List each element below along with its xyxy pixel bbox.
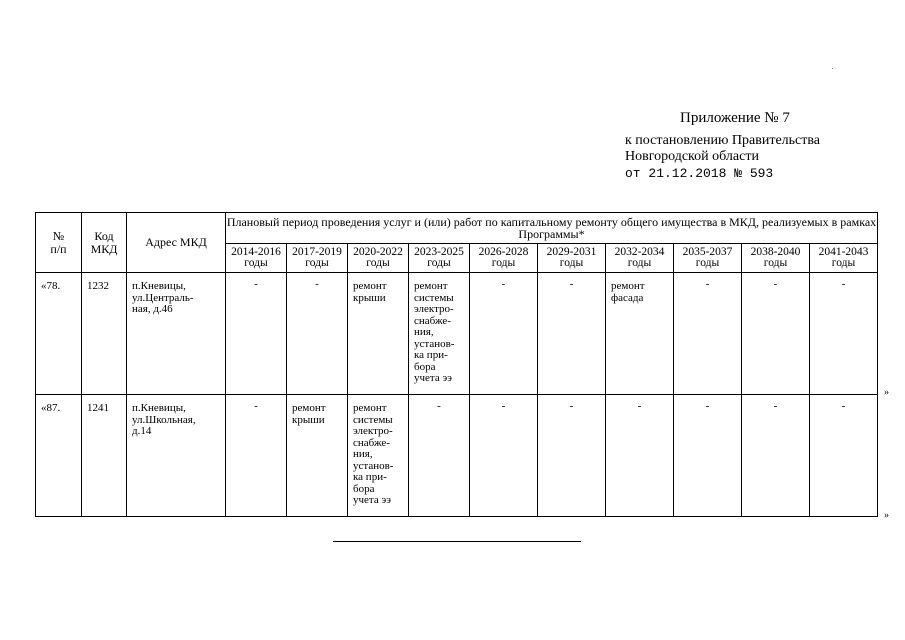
address-cell-text: п.Кневицы, ул.Школьная, д.14 [132,402,196,437]
year-header [742,244,810,273]
margin-mark: » [884,387,889,398]
building-code-cell [82,395,127,517]
period-cell [287,273,348,395]
period-cell-text: - [705,400,710,412]
period-cell-text: ремонт системы электро- снабже- ния, установ- ка при- бора учета ээ [353,402,394,506]
row-number-cell [36,273,82,395]
period-cell [674,273,742,395]
period-cell-text: - [315,278,319,290]
row-number-cell [36,395,82,517]
period-cell [348,395,409,517]
year-header-label: 2026-2028 годы [478,246,529,269]
period-cell [606,395,674,517]
period-cell-text: - [773,278,778,290]
period-cell-text: - [841,278,846,290]
year-header-label: 2038-2040 годы [750,246,801,269]
table-row [36,395,878,517]
scan-speck [832,68,833,69]
year-header [674,244,742,273]
period-cell [742,395,810,517]
address-cell-text: п.Кневицы, ул.Централь- ная, д.46 [132,280,194,315]
period-cell [470,273,538,395]
period-title: Плановый период проведения услуг и (или) работ по капитальному ремонту общего имущества в МКД, реализуемых в рамках Программы* [226,213,878,244]
period-cell-text: - [437,400,441,412]
year-header-label: 2035-2037 годы [682,246,733,269]
period-cell [810,273,878,395]
period-cell-text: - [773,400,778,412]
row-number-cell-text: «78. [41,280,61,292]
period-cell-text: ремонт крыши [353,280,387,304]
period-cell [742,273,810,395]
year-header-label: 2041-2043 годы [818,246,869,269]
col-header-code-label: Код МКД [90,228,118,256]
period-cell [348,273,409,395]
period-cell-text: - [569,278,574,290]
period-cell-text: - [841,400,846,412]
building-code-cell [82,273,127,395]
resolution-date: от 21.12.2018 № 593 [625,166,774,181]
address-cell [127,395,226,517]
period-cell [287,395,348,517]
period-cell-text: ремонт системы электро- снабже- ния, установ- ка при- бора учета ээ [414,280,455,384]
period-cell-text: - [501,278,506,290]
period-cell-text: - [254,278,258,290]
table-row [36,273,878,395]
year-header [226,244,287,273]
col-header-number-label: № п/п [50,228,67,256]
period-cell [810,395,878,517]
resolution-line-2: Новгородской области [625,149,759,164]
address-cell [127,273,226,395]
period-cell-text: - [254,400,258,412]
year-header-label: 2032-2034 годы [614,246,665,269]
year-header [606,244,674,273]
period-cell-text: - [705,278,710,290]
year-header [538,244,606,273]
period-cell [409,395,470,517]
margin-mark: » [884,510,889,521]
year-header-label: 2017-2019 годы [292,246,342,269]
year-header [348,244,409,273]
year-header [409,244,470,273]
period-cell-text: - [637,400,642,412]
period-cell-text: ремонт крыши [292,402,326,426]
period-cell [226,395,287,517]
year-header-label: 2023-2025 годы [414,246,464,269]
period-cell [538,273,606,395]
period-cell [606,273,674,395]
period-cell-text: - [501,400,506,412]
period-cell-text: ремонт фасада [611,280,645,304]
appendix-title: Приложение № 7 [680,110,790,126]
col-header-number [36,213,82,273]
col-header-code [82,213,127,273]
repair-schedule-table [35,212,878,517]
period-cell [538,395,606,517]
year-header [470,244,538,273]
col-header-address: Адрес МКД [127,213,226,273]
building-code-cell-text: 1232 [87,280,109,292]
year-header-label: 2029-2031 годы [546,246,597,269]
period-cell [674,395,742,517]
period-cell [470,395,538,517]
year-header [287,244,348,273]
building-code-cell-text: 1241 [87,402,109,414]
period-cell [226,273,287,395]
year-header-label: 2014-2016 годы [231,246,281,269]
period-cell [409,273,470,395]
year-header-label: 2020-2022 годы [353,246,403,269]
table-body [36,273,878,517]
year-header [810,244,878,273]
period-cell-text: - [569,400,574,412]
row-number-cell-text: «87. [41,402,61,414]
footer-rule [333,541,581,542]
resolution-line-1: к постановлению Правительства [625,133,821,148]
